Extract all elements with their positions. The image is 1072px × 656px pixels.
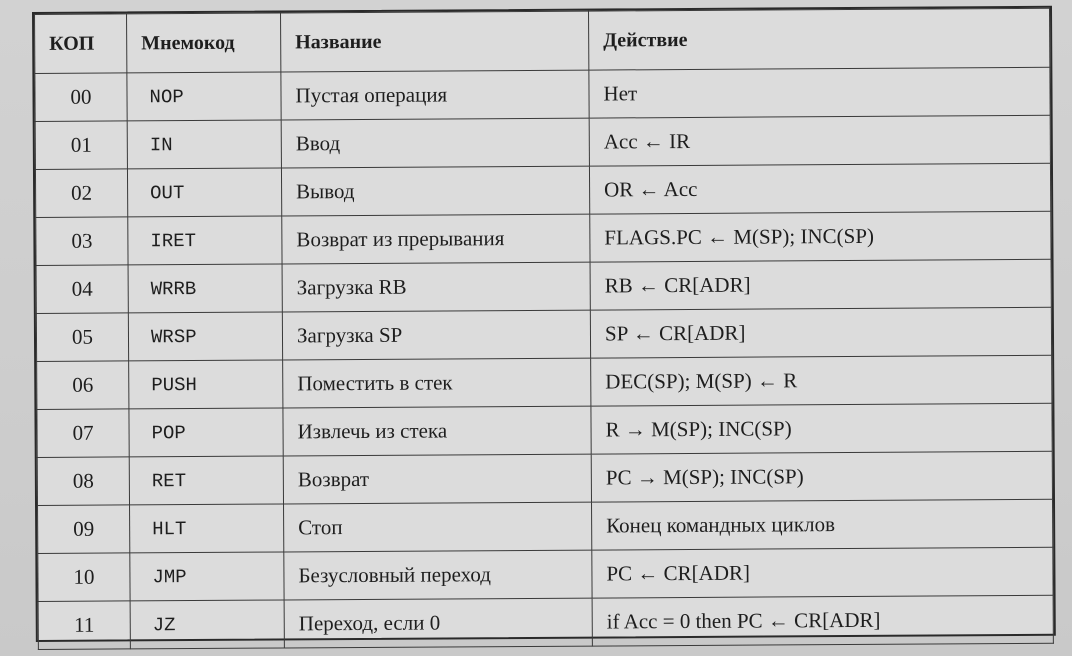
cell-mnemonic: IRET [128, 216, 282, 265]
cell-mnemonic: JZ [130, 600, 284, 649]
table-row [36, 259, 1051, 313]
cell-mnemonic: PUSH [129, 360, 283, 409]
cell-mnemonic: HLT [130, 504, 284, 553]
cell-opcode: 03 [36, 217, 128, 266]
cell-action: RB ← CR[ADR] [590, 259, 1051, 310]
cell-name: Возврат [283, 454, 591, 504]
cell-action: Нет [589, 67, 1050, 118]
cell-mnemonic: POP [129, 408, 283, 457]
cell-name: Пустая операция [281, 70, 589, 120]
table-header-row [35, 8, 1050, 73]
cell-name: Переход, если 0 [284, 598, 592, 648]
cell-action: DEC(SP); M(SP) ← R [591, 355, 1052, 406]
header-mnemonic: Мнемокод [127, 13, 281, 73]
header-name: Название [281, 11, 589, 72]
cell-action: PC → M(SP); INC(SP) [591, 451, 1052, 502]
cell-opcode: 07 [37, 409, 129, 458]
cell-mnemonic: NOP [127, 72, 281, 121]
cell-opcode: 09 [38, 505, 130, 554]
cell-action: SP ← CR[ADR] [590, 307, 1051, 358]
table-row [38, 595, 1053, 649]
table-row [38, 499, 1053, 553]
cell-mnemonic: RET [129, 456, 283, 505]
cell-opcode: 11 [38, 601, 130, 650]
cell-mnemonic: IN [127, 120, 281, 169]
cell-action: OR ← Acc [589, 163, 1050, 214]
cell-opcode: 05 [36, 313, 128, 362]
cell-name: Возврат из прерывания [282, 214, 590, 264]
cell-action: FLAGS.PC ← M(SP); INC(SP) [590, 211, 1051, 262]
cell-opcode: 04 [36, 265, 128, 314]
instruction-table [34, 8, 1054, 650]
header-action: Действие [589, 8, 1050, 70]
cell-action: Acc ← IR [589, 115, 1050, 166]
cell-name: Извлечь из стека [283, 406, 591, 456]
table-row [37, 451, 1052, 505]
table-row [36, 211, 1051, 265]
cell-name: Загрузка SP [282, 310, 590, 360]
cell-name: Загрузка RB [282, 262, 590, 312]
cell-name: Поместить в стек [283, 358, 591, 408]
header-opcode: КОП [35, 14, 127, 74]
cell-action: PC ← CR[ADR] [592, 547, 1053, 598]
table-row [37, 355, 1052, 409]
cell-opcode: 01 [35, 121, 127, 170]
table-row [37, 403, 1052, 457]
table-row [35, 67, 1050, 121]
cell-opcode: 02 [35, 169, 127, 218]
cell-mnemonic: OUT [127, 168, 281, 217]
cell-opcode: 06 [37, 361, 129, 410]
cell-name: Безусловный переход [284, 550, 592, 600]
cell-opcode: 00 [35, 73, 127, 122]
table-row [36, 307, 1051, 361]
cell-opcode: 08 [37, 457, 129, 506]
instruction-table-frame [32, 6, 1056, 642]
cell-mnemonic: WRRB [128, 264, 282, 313]
cell-name: Ввод [281, 118, 589, 168]
table-row [35, 115, 1050, 169]
table-row [38, 547, 1053, 601]
cell-mnemonic: WRSP [128, 312, 282, 361]
cell-action: R → M(SP); INC(SP) [591, 403, 1052, 454]
cell-action: if Acc = 0 then PC ← CR[ADR] [592, 595, 1053, 646]
cell-name: Стоп [284, 502, 592, 552]
cell-name: Вывод [281, 166, 589, 216]
cell-opcode: 10 [38, 553, 130, 602]
cell-action: Конец командных циклов [592, 499, 1053, 550]
cell-mnemonic: JMP [130, 552, 284, 601]
table-row [35, 163, 1050, 217]
